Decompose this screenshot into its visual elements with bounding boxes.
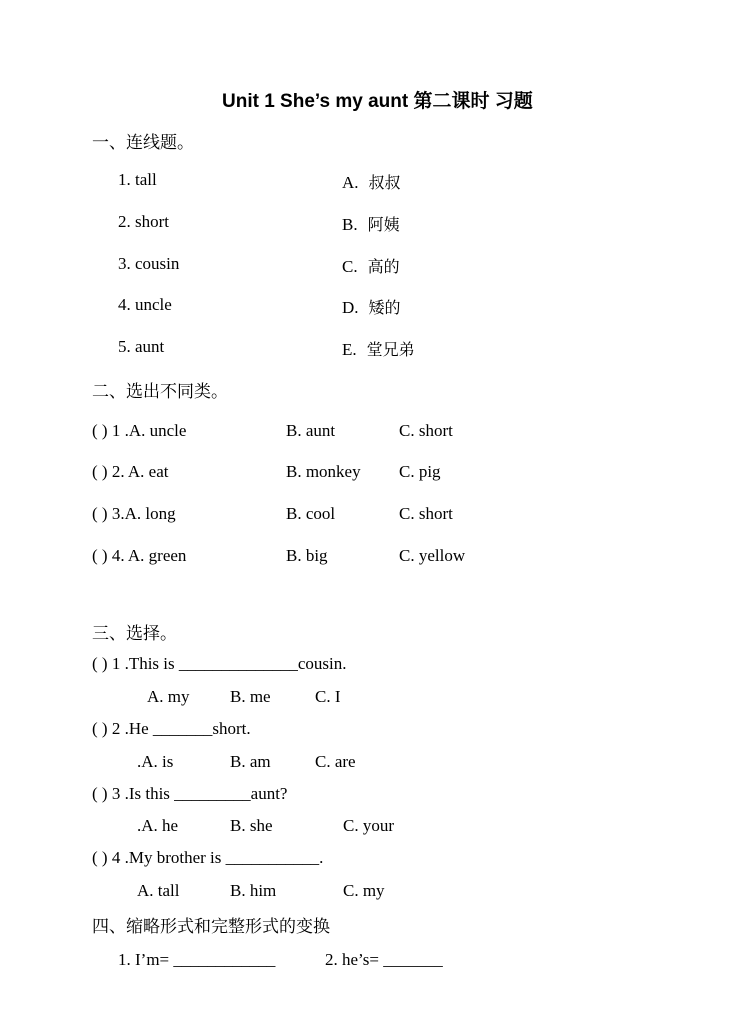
choice-q4-b: B. him [230, 881, 277, 900]
choice-q2-b: B. am [230, 752, 271, 771]
match-right-2: B. 阿姨 [342, 215, 400, 234]
match-right-1: A. 叔叔 [342, 173, 401, 192]
choice-q2-c: C. are [315, 752, 356, 771]
odd-one-q2-c: C. pig [399, 462, 441, 481]
choice-q3-c: C. your [343, 816, 394, 835]
match-left-4: 4. uncle [118, 295, 172, 314]
match-right-5: E. 堂兄弟 [342, 340, 415, 359]
choice-q3-a: .A. he [137, 816, 179, 835]
choice-q4-a: A. tall [137, 881, 180, 900]
choice-q3-stem: ( ) 3 .Is this _________aunt? [92, 784, 288, 803]
odd-one-q2-prefix: ( ) 2. A. eat [92, 462, 169, 481]
match-left-3: 3. cousin [118, 254, 180, 273]
odd-one-q4-prefix: ( ) 4. A. green [92, 546, 187, 565]
odd-one-q1-prefix: ( ) 1 .A. uncle [92, 421, 187, 440]
odd-one-q1-c: C. short [399, 421, 453, 440]
choice-q1-b: B. me [230, 687, 271, 706]
choice-q1-stem: ( ) 1 .This is ______________cousin. [92, 654, 347, 673]
odd-one-q3-c: C. short [399, 504, 453, 523]
choice-q2-a: .A. is [137, 752, 174, 771]
section-1-heading: 一、连线题。 [92, 133, 194, 153]
choice-q1-a: A. my [147, 687, 190, 706]
choice-q2-stem: ( ) 2 .He _______short. [92, 719, 251, 738]
section-3-heading: 三、选择。 [92, 624, 177, 644]
match-right-3: C. 高的 [342, 257, 400, 276]
odd-one-q2-b: B. monkey [286, 462, 361, 481]
match-left-1: 1. tall [118, 170, 157, 189]
odd-one-q1-b: B. aunt [286, 421, 336, 440]
contraction-item-1: 1. I’m= ____________ [118, 950, 276, 969]
page-title: Unit 1 She’s my aunt 第二课时 习题 [222, 91, 533, 112]
match-left-5: 5. aunt [118, 337, 165, 356]
odd-one-q3-b: B. cool [286, 504, 336, 523]
odd-one-q3-prefix: ( ) 3.A. long [92, 504, 176, 523]
section-4-heading: 四、缩略形式和完整形式的变换 [92, 917, 330, 937]
choice-q3-b: B. she [230, 816, 273, 835]
choice-q4-c: C. my [343, 881, 385, 900]
choice-q1-c: C. I [315, 687, 341, 706]
choice-q4-stem: ( ) 4 .My brother is ___________. [92, 848, 324, 867]
section-2-heading: 二、选出不同类。 [92, 382, 228, 402]
match-left-2: 2. short [118, 212, 169, 231]
contraction-item-2: 2. he’s= _______ [325, 950, 443, 969]
odd-one-q4-c: C. yellow [399, 546, 466, 565]
match-right-4: D. 矮的 [342, 298, 401, 317]
odd-one-q4-b: B. big [286, 546, 328, 565]
